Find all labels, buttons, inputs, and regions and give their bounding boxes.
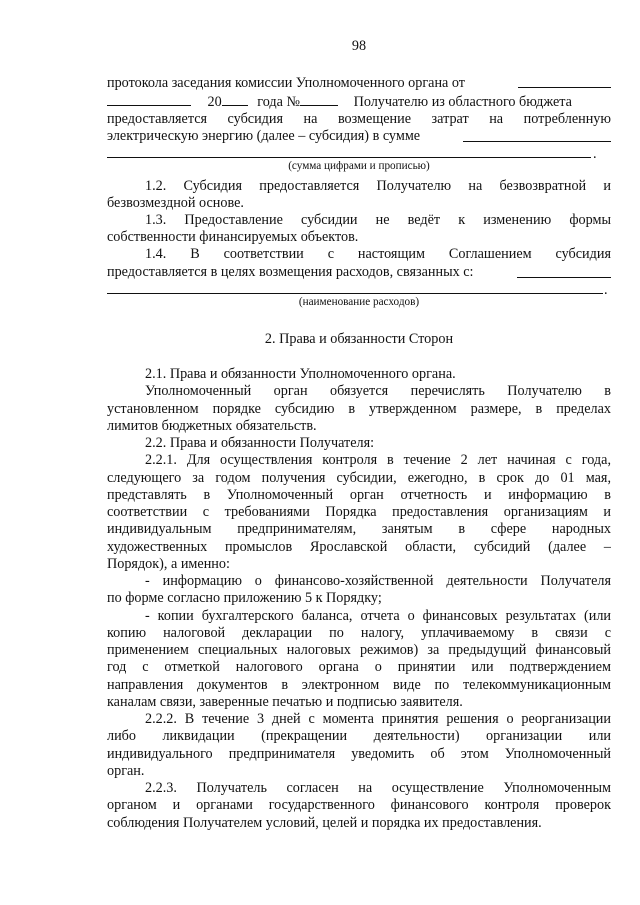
text-line: безвозмездной основе. [107, 195, 244, 211]
paragraph-1-2: 1.2. Субсидия предоставляется Получателю на безвозвратной и [145, 178, 611, 194]
text-line: органом и органами государственного финансового контроля проверок [107, 797, 611, 813]
text-line: либо ликвидации (прекращении деятельности) организации или [107, 728, 611, 744]
text-line: копию налоговой декларации по налогу, уплачиваемому в связи с [107, 625, 611, 641]
blank-amount-words-line [107, 157, 591, 158]
text-line: направления документов в электронном виде по телекоммуникационным [107, 677, 611, 693]
paragraph-2-1: 2.1. Права и обязанности Уполномоченного органа. [145, 366, 456, 382]
blank-amount-line [463, 141, 611, 142]
text-line: протокола заседания комиссии Уполномоченного органа от [107, 75, 466, 91]
line-end-period: . [604, 282, 608, 298]
text-line: по форме согласно приложению 5 к Порядку; [107, 590, 382, 606]
text-line: каналам связи, заверенные печатью и подписью заявителя. [107, 694, 463, 710]
text-line: Порядок), а именно: [107, 556, 230, 572]
line-end-period: . [593, 146, 597, 162]
section-heading: 2. Права и обязанности Сторон [264, 331, 454, 347]
text-line: следующего за годом получения субсидии, ежегодно, в срок до 01 мая, [107, 470, 611, 486]
text-line: собственности финансируемых объектов. [107, 229, 359, 245]
text-line: художественных промыслов Ярославской области, субсидий (далее – [107, 539, 611, 555]
blank-year-line [222, 92, 248, 106]
blank-expenses-line [517, 277, 611, 278]
paragraph-2-2-3: 2.2.3. Получатель согласен на осуществление Уполномоченным [145, 780, 611, 796]
text-line: представлять в Уполномоченный орган отчетность и информацию в [107, 487, 611, 503]
text-line: индивидуального предпринимателя уведомить об этом Уполномоченный [107, 746, 611, 762]
paragraph-2-2-2: 2.2.2. В течение 3 дней с момента принятия решения о реорганизации [145, 711, 611, 727]
text-line: индивидуальным предпринимателям, занятым в сфере народных [107, 521, 611, 537]
text-line: соблюдения Получателем условий, целей и порядка их предоставления. [107, 815, 542, 831]
page-number: 98 [351, 38, 367, 54]
text-line: предоставляется в целях возмещения расходов, связанных с: [107, 264, 474, 280]
text-line: орган. [107, 763, 145, 779]
text-line: электрическую энергию (далее – субсидия) в сумме [107, 128, 421, 144]
blank-number-line [300, 92, 338, 106]
bullet-item: - информацию о финансово-хозяйственной деятельности Получателя [145, 573, 611, 589]
text-line: год с отметкой налогового органа о принятии или подтверждением [107, 659, 611, 675]
text-line: соответствии с требованиями Порядка предоставления организациям и [107, 504, 611, 520]
blank-expenses-line-2 [107, 293, 603, 294]
text-line: лимитов бюджетных обязательств. [107, 418, 317, 434]
paragraph-1-3: 1.3. Предоставление субсидии не ведёт к изменению формы [145, 212, 611, 228]
blank-day-line [107, 92, 191, 106]
text-line: применением специальных налоговых режимов) за предыдущий финансовый [107, 642, 611, 658]
text-line: Уполномоченный орган обязуется перечислять Получателю в [145, 383, 611, 399]
caption-amount: (сумма цифрами и прописью) [288, 160, 430, 172]
blank-date-line [518, 87, 611, 88]
text-line: установленном порядке субсидию в утвержденном размере, в пределах [107, 401, 611, 417]
bullet-item: - копии бухгалтерского баланса, отчета о финансовых результатах (или [145, 608, 611, 624]
paragraph-1-4: 1.4. В соответствии с настоящим Соглашением субсидия [145, 246, 611, 262]
text-line: 20 года № Получателю из областного бюджета [107, 92, 611, 110]
text-line: предоставляется субсидия на возмещение затрат на потребленную [107, 111, 611, 127]
caption-expenses: (наименование расходов) [298, 296, 420, 308]
paragraph-2-2: 2.2. Права и обязанности Получателя: [145, 435, 375, 451]
paragraph-2-2-1: 2.2.1. Для осуществления контроля в течение 2 лет начиная с года, [145, 452, 611, 468]
